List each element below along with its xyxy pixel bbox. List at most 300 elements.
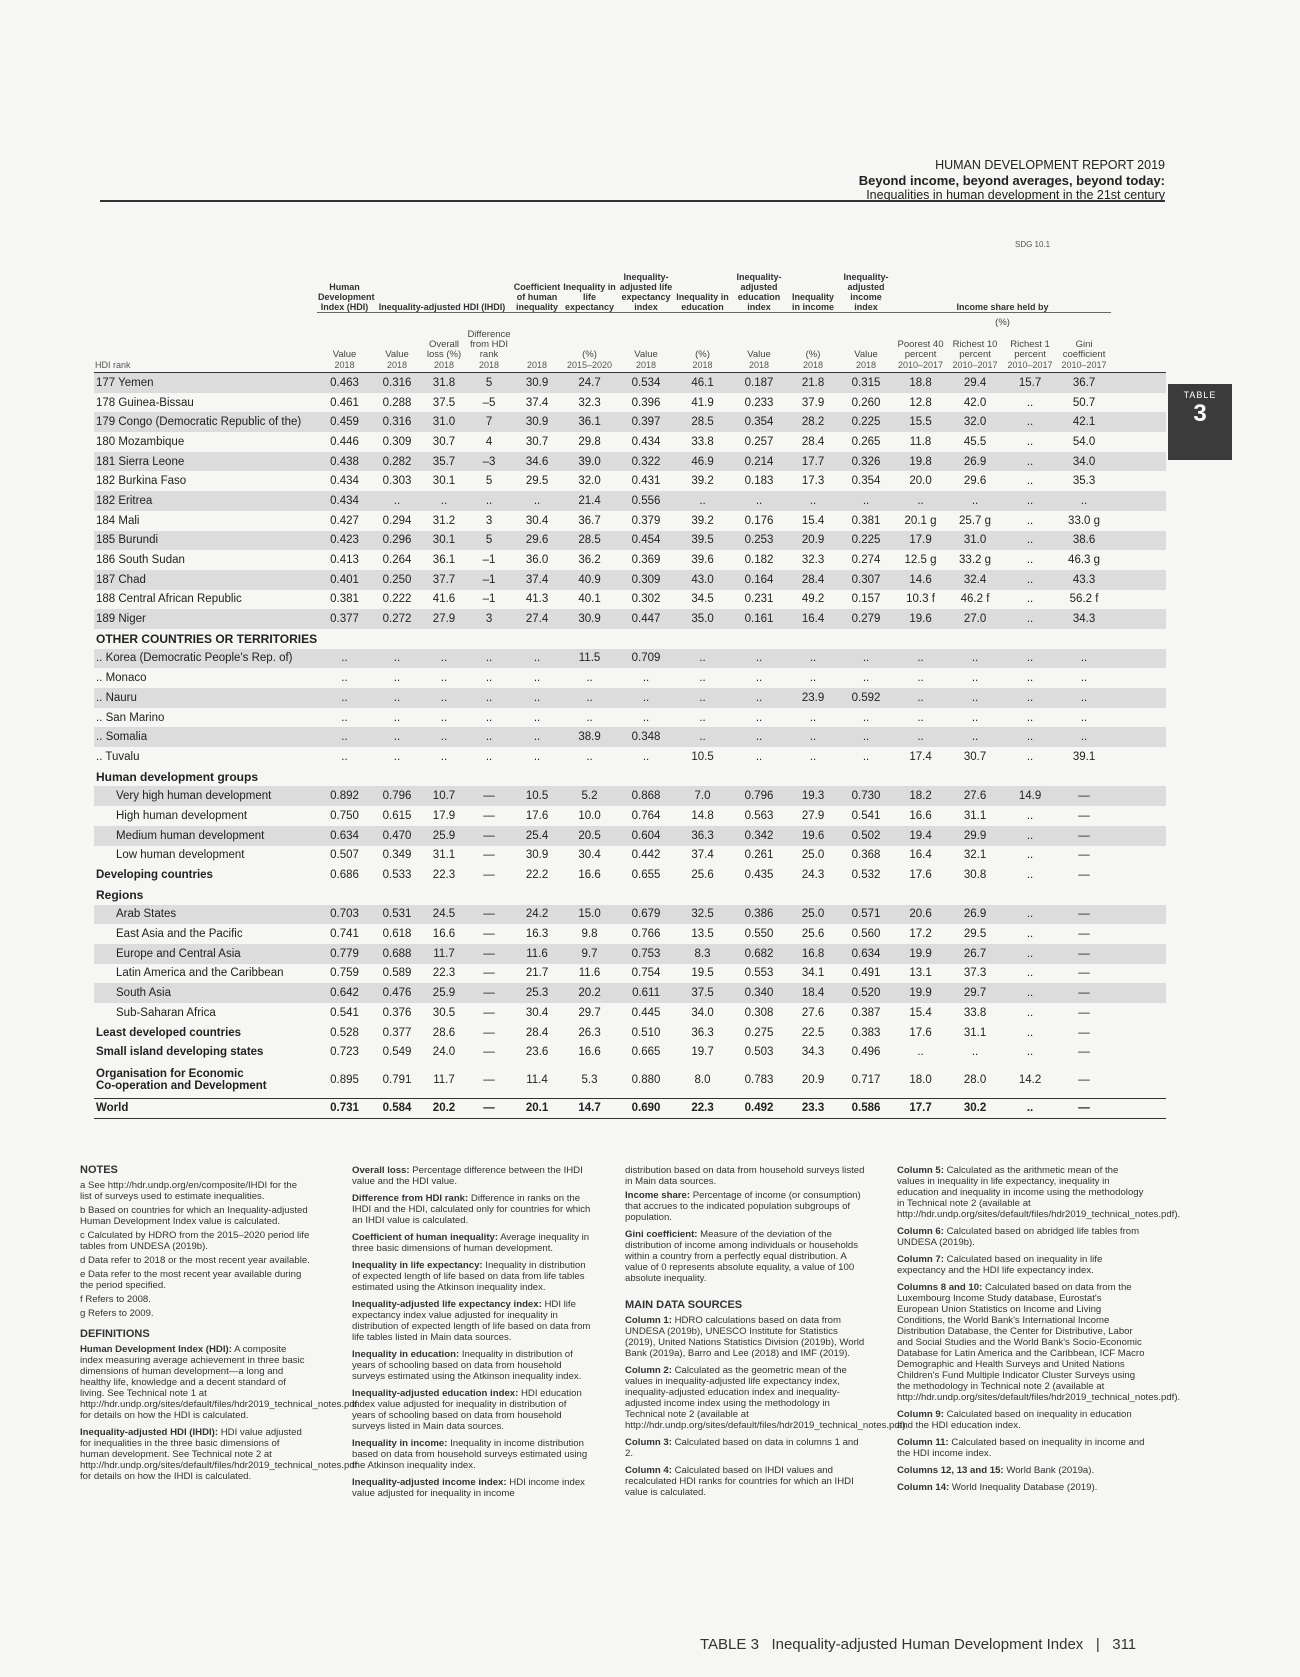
- definition-text: Calculated based on IHDI values and recalculated HDI ranks for countries for which an IHDI value is calculated.: [625, 1465, 854, 1498]
- cell-col-14: ..: [1026, 396, 1034, 409]
- cell-col-10: 25.6: [801, 928, 825, 941]
- definition-item: [352, 1299, 592, 1343]
- footer-separator: |: [1095, 1636, 1100, 1653]
- cell-pad: [1111, 393, 1166, 413]
- cell-col-11: 0.541: [851, 809, 881, 822]
- row-label: .. Korea (Democratic People's Rep. of): [94, 649, 317, 669]
- cell-col-4: 4: [485, 435, 493, 448]
- cell-col-12: 15.5: [894, 412, 947, 432]
- cell-col-15: 39.1: [1072, 750, 1096, 763]
- cell-col-15: 50.7: [1072, 396, 1096, 409]
- notes-column-4: [897, 1165, 1181, 1499]
- table-row: [94, 688, 1166, 708]
- cell-col-15: —: [1078, 849, 1090, 862]
- table-row: [94, 590, 1166, 610]
- sdg-label: SDG 10.1: [1015, 240, 1051, 249]
- cell-pad: [1111, 570, 1166, 590]
- cell-col-2: 0.376: [382, 1006, 412, 1019]
- cell-col-2: ..: [372, 491, 422, 511]
- cell-col-9: ..: [730, 688, 788, 708]
- cell-col-7: 0.442: [631, 849, 661, 862]
- cell-col-3: 30.7: [432, 435, 456, 448]
- cell-col-8: ..: [675, 491, 730, 511]
- cell-col-1: 0.750: [330, 809, 359, 822]
- cell-col-1: 0.779: [317, 944, 372, 964]
- cell-col-12: 18.2: [894, 786, 947, 806]
- definition-item: [625, 1437, 865, 1459]
- col3-intro: distribution based on data from household surveys listed in Main data sources.: [625, 1165, 865, 1187]
- definition-text: Inequality in distribution of expected length of life based on data from life tables estimated using the Atkinson inequality index.: [352, 1260, 586, 1293]
- cell-col-4: —: [466, 944, 512, 964]
- year-col-1: 2018: [317, 360, 372, 373]
- note-item: d Data refer to 2018 or the most recent year available.: [80, 1255, 310, 1266]
- cell-col-12: ..: [894, 688, 947, 708]
- cell-col-7: 0.766: [631, 928, 661, 941]
- cell-col-10: 28.4: [788, 570, 838, 590]
- cell-col-6: 20.5: [562, 826, 617, 846]
- definition-text: Calculated based on inequality in life expectancy and the HDI life expectancy index.: [897, 1254, 1103, 1276]
- cell-col-8: 37.4: [691, 849, 714, 862]
- cell-col-10: 34.1: [801, 967, 825, 980]
- cell-col-14: ..: [1026, 672, 1034, 685]
- table-row: [94, 826, 1166, 846]
- cell-col-7: 0.679: [617, 905, 675, 925]
- cell-col-7: 0.604: [617, 826, 675, 846]
- cell-col-12: 17.7: [894, 1098, 947, 1119]
- cell-col-6: 11.5: [562, 649, 617, 669]
- cell-col-6: 30.4: [578, 849, 601, 862]
- cell-col-1: ..: [341, 711, 348, 724]
- cell-col-3: ..: [440, 672, 448, 685]
- cell-col-4: —: [483, 928, 495, 941]
- definition-text: Calculated as the arithmetic mean of the values in inequality in life expectancy, inequality in education and inequality in income using the methodology in Technical note 2 (available at http://hdr.undp.org/sites/default/files/hdr2019_technical_notes.pdf).: [897, 1165, 1181, 1220]
- definition-term: Inequality-adjusted HDI (IHDI):: [80, 1427, 219, 1438]
- cell-col-11: 0.717: [851, 1073, 881, 1086]
- cell-col-1: 0.377: [317, 609, 372, 629]
- subheader-5: [512, 328, 562, 360]
- cell-pad: [1111, 412, 1166, 432]
- cell-col-10: 49.2: [801, 593, 825, 606]
- cell-col-3: ..: [422, 688, 466, 708]
- cell-col-13: ..: [971, 1046, 979, 1059]
- cell-col-10: ..: [788, 491, 838, 511]
- cell-pad: [1111, 1003, 1166, 1023]
- cell-col-5: 34.6: [512, 452, 562, 472]
- cell-col-4: 5: [466, 531, 512, 551]
- cell-col-9: 0.503: [744, 1046, 774, 1059]
- definition-term: Inequality in life expectancy:: [352, 1260, 483, 1271]
- cell-col-14: ..: [1026, 928, 1034, 941]
- cell-col-3: 25.9: [422, 826, 466, 846]
- definition-item: [80, 1427, 358, 1482]
- cell-col-2: 0.476: [372, 983, 422, 1003]
- table-row: [94, 1023, 1166, 1043]
- definition-term: Inequality-adjusted income index:: [352, 1477, 507, 1488]
- cell-col-14: ..: [1003, 688, 1057, 708]
- table-row: [94, 668, 1166, 688]
- definition-item: [352, 1388, 592, 1432]
- cell-col-11: 0.368: [851, 849, 881, 862]
- cell-pad: [1111, 944, 1166, 964]
- definition-term: Column 11:: [897, 1437, 949, 1448]
- year-col-6: 2015–2020: [562, 360, 617, 373]
- definitions-title: DEFINITIONS: [80, 1328, 150, 1340]
- cell-col-1: ..: [341, 750, 348, 763]
- cell-col-2: 0.377: [382, 1026, 412, 1039]
- cell-col-7: 0.431: [631, 475, 661, 488]
- note-item: b Based on countries for which an Inequality-adjusted Human Development Index value is calculated.: [80, 1205, 308, 1227]
- cell-pad: [1111, 531, 1166, 551]
- cell-col-10: ..: [788, 649, 838, 669]
- cell-col-5: ..: [512, 688, 562, 708]
- cell-col-4: —: [466, 786, 512, 806]
- cell-col-5: 36.0: [525, 554, 549, 567]
- cell-col-13: 29.4: [947, 373, 1003, 393]
- cell-col-5: 30.4: [525, 514, 549, 527]
- cell-col-1: 0.686: [330, 869, 359, 882]
- hdr-coef: Coefficient of human inequality: [512, 250, 562, 312]
- cell-col-15: 42.1: [1057, 412, 1111, 432]
- cell-col-9: 0.261: [744, 849, 774, 862]
- cell-col-2: 0.250: [372, 570, 422, 590]
- cell-col-2: ..: [393, 711, 401, 724]
- cell-col-15: —: [1078, 1006, 1090, 1019]
- cell-col-14: ..: [1026, 1006, 1034, 1019]
- table-row: [94, 964, 1166, 984]
- table-row: [94, 905, 1166, 925]
- cell-col-7: 0.309: [617, 570, 675, 590]
- table-row: [94, 609, 1166, 629]
- cell-col-2: 0.316: [372, 412, 422, 432]
- cell-col-4: 7: [466, 412, 512, 432]
- cell-col-9: ..: [755, 711, 763, 724]
- cell-col-3: 24.0: [432, 1046, 456, 1059]
- cell-col-5: 30.4: [525, 1006, 549, 1019]
- cell-col-9: 0.214: [730, 452, 788, 472]
- cell-col-13: 31.1: [963, 1026, 987, 1039]
- cell-col-10: 37.9: [801, 396, 825, 409]
- note-item: a See http://hdr.undp.org/en/composite/IHDI for the list of surveys used to estimate inequalities.: [80, 1180, 298, 1202]
- row-label: 184 Mali: [96, 514, 140, 527]
- cell-col-3: 30.1: [432, 475, 456, 488]
- cell-col-8: 46.1: [675, 373, 730, 393]
- cell-col-12: ..: [917, 711, 924, 724]
- cell-col-8: 37.5: [675, 983, 730, 1003]
- subheader-15: Gini coefficient: [1062, 339, 1106, 360]
- cell-col-11: ..: [862, 750, 870, 763]
- cell-col-7: 0.611: [617, 983, 675, 1003]
- cell-col-13: 26.7: [947, 944, 1003, 964]
- cell-col-14: ..: [1026, 750, 1034, 763]
- cell-col-12: 19.8: [894, 452, 947, 472]
- definition-term: Inequality-adjusted education index:: [352, 1388, 519, 1399]
- section-row: [94, 885, 1166, 905]
- table-row: [94, 786, 1166, 806]
- definition-text: HDI value adjusted for inequalities in the three basic dimensions of human development. See Technical note 2 at http://hdr.undp.org/sites/default/files/hdr2019_technical_notes.pdf for details on how the IHDI is calculated.: [80, 1427, 358, 1482]
- cell-col-12: ..: [917, 672, 924, 685]
- row-label: Small island developing states: [96, 1046, 264, 1059]
- cell-col-9: 0.275: [744, 1026, 774, 1039]
- cell-col-4: —: [483, 869, 495, 882]
- cell-col-7: ..: [642, 672, 650, 685]
- cell-col-1: ..: [317, 727, 372, 747]
- row-label-line-1: Organisation for Economic: [96, 1067, 244, 1080]
- cell-col-8: ..: [675, 649, 730, 669]
- cell-col-1: 0.759: [330, 967, 359, 980]
- cell-pad: [1111, 708, 1166, 728]
- cell-col-12: 17.6: [909, 1026, 932, 1039]
- table-row: [94, 1003, 1166, 1023]
- cell-col-13: 33.2 g: [959, 554, 992, 567]
- cell-col-6: 36.2: [578, 554, 601, 567]
- cell-col-3: 37.7: [422, 570, 466, 590]
- cell-col-14: ..: [1003, 531, 1057, 551]
- cell-col-10: ..: [809, 711, 817, 724]
- cell-col-9: 0.796: [730, 786, 788, 806]
- cell-col-10: 25.0: [801, 849, 825, 862]
- cell-col-6: 29.8: [578, 435, 601, 448]
- cell-col-6: 30.9: [562, 609, 617, 629]
- cell-pad: [1111, 865, 1166, 885]
- cell-pad: [1111, 668, 1166, 688]
- hdr-ia-inc: Inequality-adjusted income index: [838, 250, 894, 312]
- cell-col-9: 0.164: [730, 570, 788, 590]
- definition-item: [625, 1365, 909, 1431]
- section-label: Regions: [96, 887, 144, 902]
- cell-col-7: 0.690: [617, 1098, 675, 1119]
- definition-text: Inequality in income distribution based on data from household surveys estimated using the Atkinson inequality index.: [352, 1438, 588, 1471]
- cell-col-4: –1: [466, 570, 512, 590]
- cell-col-2: 0.688: [372, 944, 422, 964]
- cell-col-15: ..: [1080, 711, 1088, 724]
- cell-pad: [1111, 590, 1166, 610]
- cell-col-9: 0.182: [744, 554, 774, 567]
- cell-col-6: 38.9: [562, 727, 617, 747]
- cell-col-15: 43.3: [1057, 570, 1111, 590]
- cell-col-9: 0.435: [744, 869, 774, 882]
- cell-col-13: 30.7: [963, 750, 987, 763]
- cell-col-4: —: [483, 1026, 495, 1039]
- note-item: g Refers to 2009.: [80, 1308, 154, 1319]
- cell-col-12: 19.6: [894, 609, 947, 629]
- cell-col-9: 0.553: [744, 967, 774, 980]
- cell-col-11: 0.225: [838, 531, 894, 551]
- cell-col-13: 29.6: [963, 475, 987, 488]
- definition-text: Percentage difference between the IHDI value and the HDI value.: [352, 1165, 583, 1187]
- cell-col-3: 30.5: [432, 1006, 456, 1019]
- cell-col-7: 0.709: [617, 649, 675, 669]
- cell-col-15: 34.3: [1057, 609, 1111, 629]
- cell-col-8: ..: [675, 688, 730, 708]
- cell-col-9: 0.183: [744, 475, 774, 488]
- notes-column-1: [80, 1164, 358, 1488]
- cell-col-1: 0.528: [330, 1026, 359, 1039]
- report-title: HUMAN DEVELOPMENT REPORT 2019: [935, 158, 1165, 172]
- cell-col-9: 0.187: [730, 373, 788, 393]
- definition-text: HDI income index value adjusted for inequality in income: [352, 1477, 585, 1499]
- definition-text: A composite index measuring average achievement in three basic dimensions of human development—a long and healthy life, knowledge and a decent standard of living. See Technical note 1 at http://hdr.undp.org/sites/default/files/hdr2019_technical_notes.pdf for details on how the HDI is calculated.: [80, 1344, 358, 1421]
- cell-col-15: ..: [1057, 688, 1111, 708]
- table-row: [94, 983, 1166, 1003]
- cell-col-14: ..: [1003, 983, 1057, 1003]
- cell-pad: [1111, 826, 1166, 846]
- hdr-hdi: Human Development Index (HDI): [317, 250, 372, 312]
- cell-col-6: 26.3: [578, 1026, 601, 1039]
- cell-col-2: 0.272: [372, 609, 422, 629]
- cell-col-13: 26.9: [947, 905, 1003, 925]
- table-row: [94, 471, 1166, 491]
- cell-col-13: 27.6: [947, 786, 1003, 806]
- cell-col-6: 15.0: [562, 905, 617, 925]
- cell-col-11: 0.265: [851, 435, 881, 448]
- definition-item: [625, 1315, 865, 1359]
- cell-col-6: 20.2: [562, 983, 617, 1003]
- cell-col-5: 22.2: [525, 869, 549, 882]
- cell-col-15: ..: [1057, 649, 1111, 669]
- definition-text: World Inequality Database (2019).: [951, 1482, 1098, 1493]
- cell-col-10: ..: [809, 672, 817, 685]
- row-label: 187 Chad: [94, 570, 317, 590]
- cell-col-5: 23.6: [525, 1046, 549, 1059]
- cell-col-11: 0.354: [851, 475, 881, 488]
- cell-col-4: 3: [466, 609, 512, 629]
- cell-col-14: ..: [1003, 609, 1057, 629]
- cell-col-11: ..: [838, 727, 894, 747]
- hdr-ia-life: Inequality-adjusted life expectancy index: [617, 250, 675, 312]
- cell-col-6: ..: [586, 711, 593, 724]
- cell-col-11: 0.315: [838, 373, 894, 393]
- year-col-5: 2018: [512, 360, 562, 373]
- cell-col-13: 29.5: [963, 928, 987, 941]
- cell-col-12: 10.3 f: [906, 593, 935, 606]
- report-tagline: Inequalities in human development in the 21st century: [866, 188, 1165, 202]
- cell-col-7: 0.754: [631, 967, 661, 980]
- table-row: [94, 432, 1166, 452]
- cell-col-2: 0.264: [382, 554, 412, 567]
- note-item: c Calculated by HDRO from the 2015–2020 period life tables from UNDESA (2019b).: [80, 1230, 310, 1252]
- cell-col-11: ..: [838, 649, 894, 669]
- definition-text: Calculated based on data in columns 1 and 2.: [625, 1437, 859, 1459]
- cell-col-14: ..: [1026, 435, 1034, 448]
- row-label: .. San Marino: [96, 711, 165, 724]
- cell-col-4: —: [466, 826, 512, 846]
- cell-col-8: 25.6: [691, 869, 714, 882]
- row-label: .. Nauru: [94, 688, 317, 708]
- definition-term: Human Development Index (HDI):: [80, 1344, 232, 1355]
- cell-col-13: 25.7 g: [959, 514, 992, 527]
- row-label: South Asia: [94, 983, 317, 1003]
- cell-col-3: ..: [422, 491, 466, 511]
- cell-col-3: ..: [422, 649, 466, 669]
- cell-col-11: 0.274: [851, 554, 881, 567]
- cell-col-6: 28.5: [562, 531, 617, 551]
- cell-col-11: 0.592: [838, 688, 894, 708]
- row-label: Medium human development: [94, 826, 317, 846]
- cell-col-5: 16.3: [525, 928, 549, 941]
- cell-col-14: ..: [1003, 570, 1057, 590]
- definition-term: Coefficient of human inequality:: [352, 1232, 499, 1243]
- cell-pad: [1111, 1098, 1166, 1119]
- cell-col-9: 0.233: [744, 396, 774, 409]
- cell-col-6: ..: [586, 672, 593, 685]
- cell-col-10: 16.8: [788, 944, 838, 964]
- cell-col-1: 0.463: [317, 373, 372, 393]
- cell-col-1: ..: [317, 688, 372, 708]
- definition-item: [625, 1465, 865, 1498]
- cell-col-7: 0.764: [631, 809, 661, 822]
- cell-col-11: 0.383: [851, 1026, 881, 1039]
- cell-col-9: 0.783: [744, 1073, 774, 1086]
- cell-col-12: 20.6: [894, 905, 947, 925]
- cell-col-10: 17.3: [801, 475, 825, 488]
- row-label: East Asia and the Pacific: [116, 928, 243, 941]
- definition-text: HDRO calculations based on data from UNDESA (2019b), UNESCO Institute for Statistics (2019), United Nations Statistics Division (2019b), World Bank (2019a), Barro and Lee (2018) and IMF (2019).: [625, 1315, 865, 1359]
- year-col-15: 2010–2017: [1057, 360, 1111, 373]
- definition-item: [352, 1438, 592, 1471]
- cell-col-1: 0.381: [330, 593, 359, 606]
- world-row: [94, 1098, 1166, 1119]
- cell-pad: [1111, 905, 1166, 925]
- row-label: Sub-Saharan Africa: [116, 1006, 216, 1019]
- cell-col-5: ..: [533, 711, 541, 724]
- cell-col-9: ..: [730, 727, 788, 747]
- cell-col-8: 19.5: [691, 967, 714, 980]
- report-subtitle: Beyond income, beyond averages, beyond today:: [858, 173, 1165, 188]
- cell-col-15: —: [1078, 1073, 1090, 1086]
- hdr-pct: (%): [995, 317, 1010, 328]
- table-row: [94, 1042, 1166, 1062]
- cell-col-5: 21.7: [525, 967, 549, 980]
- cell-col-10: 22.5: [801, 1026, 825, 1039]
- cell-col-6: 9.8: [581, 928, 598, 941]
- cell-col-12: 20.1 g: [904, 514, 937, 527]
- cell-col-2: 0.296: [372, 531, 422, 551]
- cell-col-4: –1: [482, 593, 496, 606]
- definition-term: Inequality in education:: [352, 1349, 460, 1360]
- cell-col-2: 0.294: [382, 514, 412, 527]
- cell-col-14: 14.9: [1003, 786, 1057, 806]
- cell-col-15: 34.0: [1057, 452, 1111, 472]
- cell-col-12: 17.2: [909, 928, 932, 941]
- definition-term: Column 1:: [625, 1315, 672, 1326]
- cell-col-14: ..: [1026, 593, 1034, 606]
- cell-col-11: 0.260: [851, 396, 881, 409]
- definition-item: [352, 1193, 592, 1226]
- cell-col-5: ..: [533, 750, 541, 763]
- cell-col-8: 10.5: [691, 750, 714, 763]
- table-row: [94, 412, 1166, 432]
- cell-col-2: ..: [393, 750, 401, 763]
- cell-col-13: ..: [947, 649, 1003, 669]
- cell-col-12: 13.1: [909, 967, 932, 980]
- cell-col-2: 0.584: [372, 1098, 422, 1119]
- cell-col-4: —: [483, 809, 495, 822]
- cell-col-3: 41.6: [432, 593, 456, 606]
- cell-col-4: ..: [485, 711, 493, 724]
- cell-col-14: ..: [1003, 452, 1057, 472]
- hdr-ia-edu: Inequality-adjusted education index: [730, 250, 788, 312]
- cell-col-15: —: [1078, 809, 1090, 822]
- cell-col-8: 28.5: [675, 412, 730, 432]
- cell-col-9: 0.342: [730, 826, 788, 846]
- cell-col-2: 0.316: [372, 373, 422, 393]
- cell-col-3: 31.1: [432, 849, 456, 862]
- cell-col-15: ..: [1057, 727, 1111, 747]
- cell-col-10: 20.9: [788, 531, 838, 551]
- cell-col-6: 24.7: [562, 373, 617, 393]
- cell-col-13: 31.1: [963, 809, 987, 822]
- cell-col-7: 0.510: [631, 1026, 661, 1039]
